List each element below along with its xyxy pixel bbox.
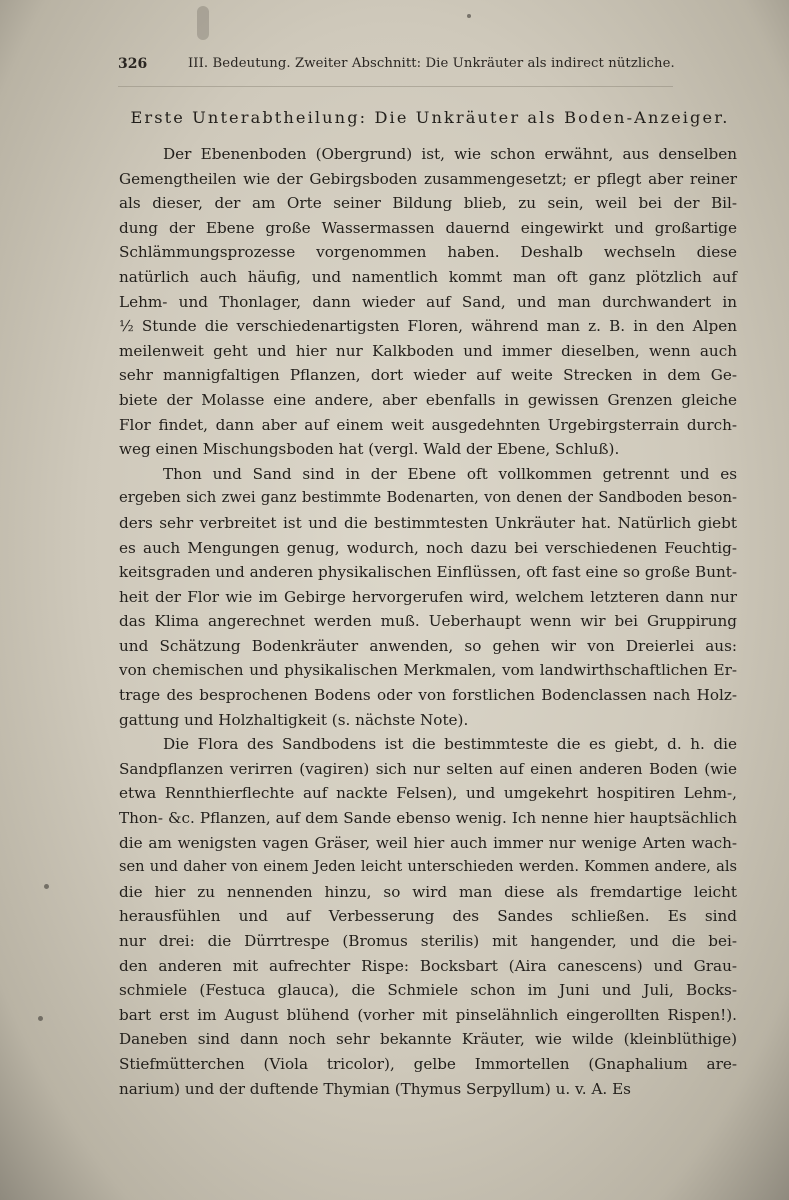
paragraph [119,142,737,462]
paper-stain [197,6,209,40]
text-line: Lehm- und Thonlager, dann wieder auf Sand, und man durchwandert in [119,292,737,311]
page-number: 326 [118,56,148,72]
paragraph [119,732,737,1101]
text-line: Stiefmütterchen (Viola tricolor), gelbe Immortellen (Gnaphalium are- [119,1054,737,1073]
running-head [118,56,678,78]
text-line: dung der Ebene große Wassermassen dauernd eingewirkt und großartige [119,218,737,237]
text-line: den anderen mit aufrechter Rispe: Bocksbart (Aira canescens) und Grau- [119,956,737,975]
text-line: bart erst im August blühend (vorher mit pinselähnlich eingerollten Rispen!). [119,1005,737,1024]
section-heading: Erste Unterabtheilung: Die Unkräuter als Boden-Anzeiger. [130,108,730,127]
text-line: ders sehr verbreitet ist und die bestimmtesten Unkräuter hat. Natürlich giebt [119,513,737,532]
header-rule [118,86,673,87]
text-line: als dieser, der am Orte seiner Bildung blieb, zu sein, weil bei der Bil- [119,194,737,213]
text-line: das Klima angerechnet werden muß. Ueberhaupt wenn wir bei Gruppirung [119,612,737,631]
text-line: narium) und der duftende Thymian (Thymus Serpyllum) u. v. A. Es [119,1079,631,1098]
text-line: Schlämmungsprozesse vorgenommen haben. Deshalb wechseln diese [119,243,737,262]
text-line: weg einen Mischungsboden hat (vergl. Wald der Ebene, Schluß). [119,440,620,459]
ink-spot [467,14,471,18]
ink-spot [44,884,49,889]
text-line: Der Ebenenboden (Obergrund) ist, wie schon erwähnt, aus denselben [163,145,737,163]
text-line: die hier zu nennenden hinzu, so wird man diese als fremdartige leicht [119,882,737,901]
text-line: trage des besprochenen Bodens oder von forstlichen Bodenclassen nach Holz- [119,686,737,705]
text-line: die am wenigsten vagen Gräser, weil hier auch immer nur wenige Arten wach- [119,833,737,852]
text-line: gattung und Holzhaltigkeit (s. nächste Note). [119,710,469,729]
text-line: Daneben sind dann noch sehr bekannte Kräuter, wie wilde (kleinblüthige) [119,1030,737,1049]
text-line: von chemischen und physikalischen Merkmalen, vom landwirthschaftlichen Er- [119,661,737,680]
text-line: und Schätzung Bodenkräuter anwenden, so gehen wir von Dreierlei aus: [119,636,737,655]
running-title: III. Bedeutung. Zweiter Abschnitt: Die Unkräuter als indirect nützliche. [188,56,675,71]
text-line: nur drei: die Dürrtrespe (Bromus sterilis) mit hangender, und die bei- [119,932,737,950]
text-line: es auch Mengungen genug, wodurch, noch dazu bei verschiedenen Feuchtig- [119,538,737,557]
text-line: etwa Rennthierflechte auf nackte Felsen), und umgekehrt hospitiren Lehm-, [119,784,737,803]
ink-spot [38,1016,43,1021]
text-line: ergeben sich zwei ganz bestimmte Bodenarten, von denen der Sandboden beson- [119,489,737,507]
text-line: natürlich auch häufig, und namentlich kommt man oft ganz plötzlich auf [119,267,737,286]
text-line: ½ Stunde die verschiedenartigsten Floren, während man z. B. in den Alpen [119,317,737,336]
text-line: keitsgraden und anderen physikalischen Einflüssen, oft fast eine so große Bunt- [119,563,737,582]
text-line: Thon und Sand sind in der Ebene oft vollkommen getrennt und es [163,464,737,483]
text-line: biete der Molasse eine andere, aber ebenfalls in gewissen Grenzen gleiche [119,390,737,409]
text-line: Die Flora des Sandbodens ist die bestimmteste die es giebt, d. h. die [163,735,737,754]
text-line: heit der Flor wie im Gebirge hervorgerufen wird, welchem letzteren dann nur [119,587,737,606]
text-line: sehr mannigfaltigen Pflanzen, dort wieder auf weite Strecken in dem Ge- [119,366,737,385]
text-line: Gemengtheilen wie der Gebirgsboden zusammengesetzt; er pflegt aber reiner [119,169,737,188]
body-text [119,142,737,1101]
text-line: schmiele (Festuca glauca), die Schmiele schon im Juni und Juli, Bocks- [119,981,737,1000]
paragraph [119,462,737,733]
text-line: meilenweit geht und hier nur Kalkboden und immer dieselben, wenn auch [119,341,737,360]
text-line: herausfühlen und auf Verbesserung des Sandes schließen. Es sind [119,907,737,926]
text-line: Flor findet, dann aber auf einem weit ausgedehnten Urgebirgsterrain durch- [119,415,737,434]
text-line: sen und daher von einem Jeden leicht unterschieden werden. Kommen andere, als [119,858,737,876]
text-line: Sandpflanzen verirren (vagiren) sich nur selten auf einen anderen Boden (wie [119,759,737,778]
text-line: Thon- &c. Pflanzen, auf dem Sande ebenso wenig. Ich nenne hier hauptsächlich [119,809,737,828]
